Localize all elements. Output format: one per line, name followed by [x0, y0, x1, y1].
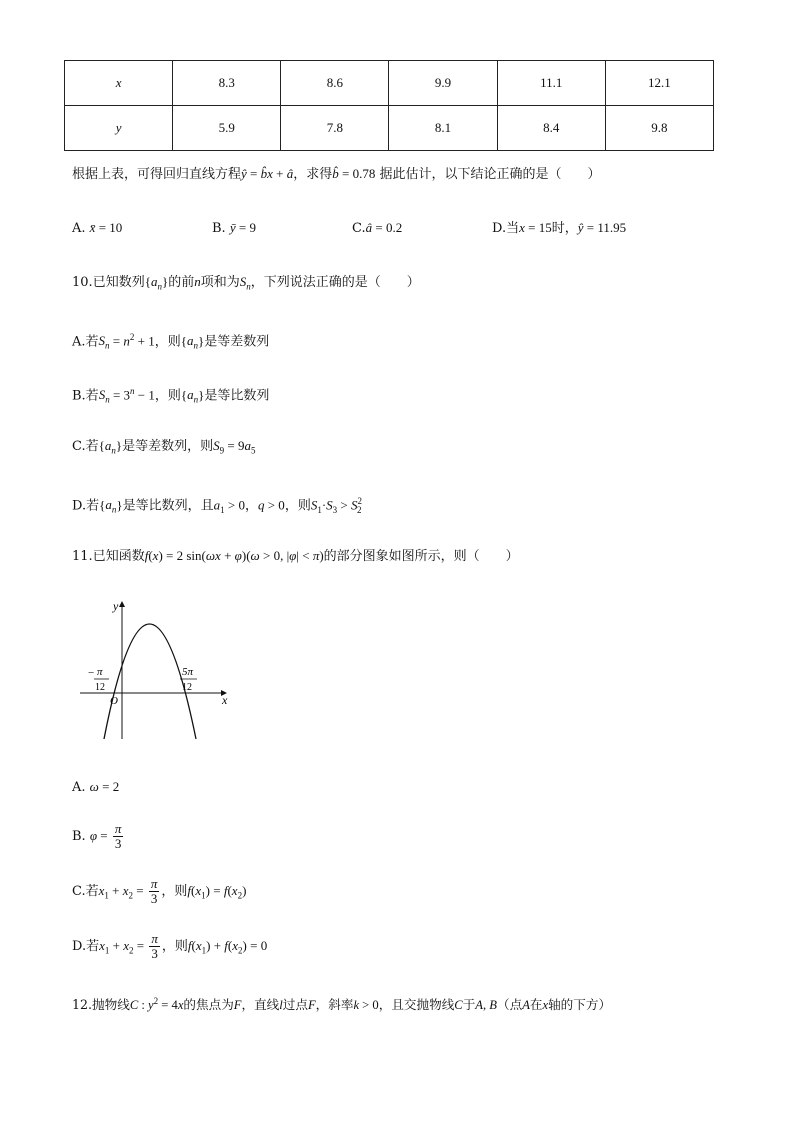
table-row-x — [65, 61, 714, 106]
q11-option-d: D.若$x_1 + x_2$ = $\frac{\pi}{3}$ ，则$f(x_1) + f(x_2) = 0$ — [72, 931, 268, 961]
table-cell: 11.1 — [497, 61, 605, 106]
data-table — [64, 60, 714, 151]
q9-option-d: D.当x = 15时，ŷ = 11.95 — [492, 220, 627, 236]
x-axis-label: x — [222, 693, 228, 707]
q11-option-b: B. φ = $\frac{\pi}{3}$ — [72, 821, 122, 851]
table-header-y: y — [65, 106, 173, 151]
q11-function-graph — [76, 596, 236, 742]
right-zero-numerator: 5π — [182, 666, 194, 678]
q9-option-c: C.â = 0.2 — [352, 220, 403, 236]
fraction: $\frac{\pi}{3}$ — [151, 931, 158, 961]
table-cell: 8.3 — [173, 61, 281, 106]
right-zero-denominator: 12 — [182, 682, 192, 693]
q10-option-d: D.若$\{a_n\}$是等比数列，且$a_1 > 0$，q > 0，则$S_1\cdot S_3 > S^2_2$ — [72, 496, 363, 515]
q9-stem: 根据上表，可得回归直线方程ŷ = b̂x + â，求得b̂ = 0.78 据此估计，以下结论正确的是（ ） — [72, 166, 601, 182]
table-row-y — [65, 106, 714, 151]
table-cell: 9.8 — [605, 106, 713, 151]
table-cell: 7.8 — [281, 106, 389, 151]
table-cell: 5.9 — [173, 106, 281, 151]
q10-option-a: A.若$S_n = n^2 + 1$，则$\{a_n\}$是等差数列 — [72, 332, 270, 351]
table-cell: 9.9 — [389, 61, 497, 106]
q10-option-c: C.若$\{a_n\}$是等差数列，则$S_9 = 9a_5$ — [72, 438, 256, 456]
q12-stem: 12.抛物线C : $y^2 = 4x$的焦点为F，直线l过点F，斜率k > 0，且交抛物线C于A, B（点A在x轴的下方） — [72, 996, 612, 1013]
q10-option-b: B.若$S_n = 3^n - 1$，则$\{a_n\}$是等比数列 — [72, 386, 270, 405]
q9-option-b: B. ȳ = 9 — [212, 220, 256, 236]
q10-stem: 10.已知数列$\{a_n\}$的前n项和为$S_n$，下列说法正确的是（ ） — [72, 274, 420, 292]
left-zero-denominator: 12 — [95, 682, 105, 693]
q11-option-a: A. ω = 2 — [72, 779, 120, 795]
fraction: $\frac{\pi}{3}$ — [150, 876, 158, 906]
table-cell: 12.1 — [605, 61, 713, 106]
table-header-x: x — [65, 61, 173, 106]
q11-stem: 11.已知函数f(x) = 2 sin(ωx + φ)(ω > 0, |φ| < π)的部分图象如图所示，则（ ） — [72, 548, 519, 564]
q11-option-c: C.若$x_1 + x_2$ = $\frac{\pi}{3}$ ，则$f(x_1) = f(x_2)$ — [72, 876, 247, 906]
fraction: $\frac{\pi}{3}$ — [114, 821, 122, 851]
q9-option-a: A. x̄ = 10 — [72, 220, 123, 236]
table-cell: 8.4 — [497, 106, 605, 151]
table-cell: 8.6 — [281, 61, 389, 106]
left-zero-sign: − — [88, 667, 95, 679]
table-cell: 8.1 — [389, 106, 497, 151]
left-zero-numerator: π — [97, 666, 103, 678]
y-axis-label: y — [113, 599, 119, 613]
origin-label: O — [110, 695, 118, 707]
